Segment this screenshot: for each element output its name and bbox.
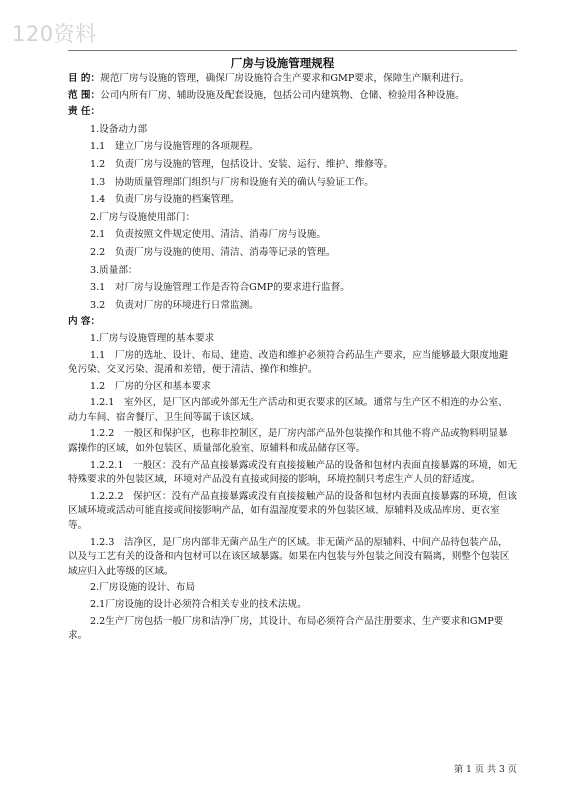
document-title: 厂房与设施管理规程 <box>230 56 335 70</box>
scope-label: 范 围： <box>68 89 101 101</box>
responsibility-item: 2.1 负责按照文件规定使用、清洁、消毒厂房与设施。 <box>90 229 326 241</box>
content-paragraph: 1.2.2.1 一般区：没有产品直接暴露或没有直接接触产品的设备和包材内表面直接暴露的环境，如无特殊要求的外包装区域，环境对产品没有直接或间接的影响，环境控制只考虑生产人员的舒适度。 <box>68 459 517 486</box>
responsibility-item: 2.厂房与设施使用部门： <box>90 211 196 223</box>
responsibility-item: 1.4 负责厂房与设施的档案管理。 <box>90 194 240 206</box>
content-paragraph: 1.2 厂房的分区和基本要求 <box>90 380 211 392</box>
watermark-logo: 120资料 <box>12 22 97 46</box>
responsibility-item: 1.3 协助质量管理部门组织与厂房和设施有关的确认与验证工作。 <box>90 176 374 188</box>
header-rule <box>68 50 517 51</box>
responsibility-item: 3.2 负责对厂房的环境进行日常监测。 <box>90 299 259 311</box>
content-paragraph: 1.1 厂房的选址、设计、布局、建造、改造和维护必须符合药品生产要求，应当能够最大限度地避免污染、交叉污染、混淆和差错，便于清洁、操作和维护。 <box>68 349 509 376</box>
content-paragraph: 1.2.1 室外区，是厂区内部或外部无生产活动和更衣要求的区域。通常与生产区不相连的办公室、动力车间、宿舍餐厅、卫生间等属于该区域。 <box>68 397 508 423</box>
responsibility-item: 1.1 建立厂房与设施管理的各项规程。 <box>90 141 259 153</box>
responsibility-label: 责 任： <box>68 106 101 118</box>
page-number: 第 1 页 共 3 页 <box>453 764 517 775</box>
content-paragraph: 1.2.3 洁净区，是厂房内部非无菌产品生产的区域。非无菌产品的原辅料、中间产品待包装产品，以及与工艺有关的设备和内包材可以在该区域暴露。如果在内包装与外包装之间没有隔离，则整个包装区域应归入此等级的区域。 <box>68 536 510 577</box>
content-paragraph: 1.2.2.2 保护区：没有产品直接暴露或没有直接接触产品的设备和包材内表面直接暴露的环境，但该区域环境或活动可能直接或间接影响产品，如有温湿度要求的外包装区域、原辅料及成品库房、更衣室等。 <box>68 490 517 532</box>
responsibility-item: 1.2 负责厂房与设施的管理，包括设计、安装、运行、维护、维修等。 <box>90 158 394 170</box>
responsibility-item: 3.质量部： <box>90 264 138 276</box>
purpose-paragraph <box>68 72 517 87</box>
responsibility-item: 2.2 负责厂房与设施的使用、清洁、消毒等记录的管理。 <box>90 246 336 258</box>
purpose-label: 目 的： <box>68 73 101 84</box>
content-paragraph: 1.厂房与设施管理的基本要求 <box>90 332 215 344</box>
scope-paragraph <box>68 89 517 104</box>
purpose-text: 规范厂房与设施的管理，确保厂房设施符合生产要求和GMP要求，保障生产顺利进行。 <box>100 73 470 84</box>
content-label: 内 容： <box>68 316 101 328</box>
content-paragraph: 2.厂房设施的设计、布局 <box>90 582 196 594</box>
responsibility-item: 3.1 对厂房与设施管理工作是否符合GMP的要求进行监督。 <box>90 282 350 294</box>
content-paragraph: 2.2生产厂房包括一般厂房和洁净厂房，其设计、布局必须符合产品注册要求、生产要求和GMP要求。 <box>68 615 504 642</box>
responsibility-item: 1.设备动力部 <box>90 123 148 135</box>
content-paragraph: 1.2.2 一般区和保护区，也称非控制区，是厂房内部产品外包装操作和其他不将产品或物料明显暴露操作的区域，如外包装区、质量部化验室、原辅料和成品储存区等。 <box>68 428 508 455</box>
scope-text: 公司内所有厂房、辅助设施及配套设施，包括公司内建筑物、仓储、检验用各种设施。 <box>100 89 465 101</box>
document-body <box>68 72 517 646</box>
content-paragraph: 2.1厂房设施的设计必须符合相关专业的技术法规。 <box>90 599 307 610</box>
